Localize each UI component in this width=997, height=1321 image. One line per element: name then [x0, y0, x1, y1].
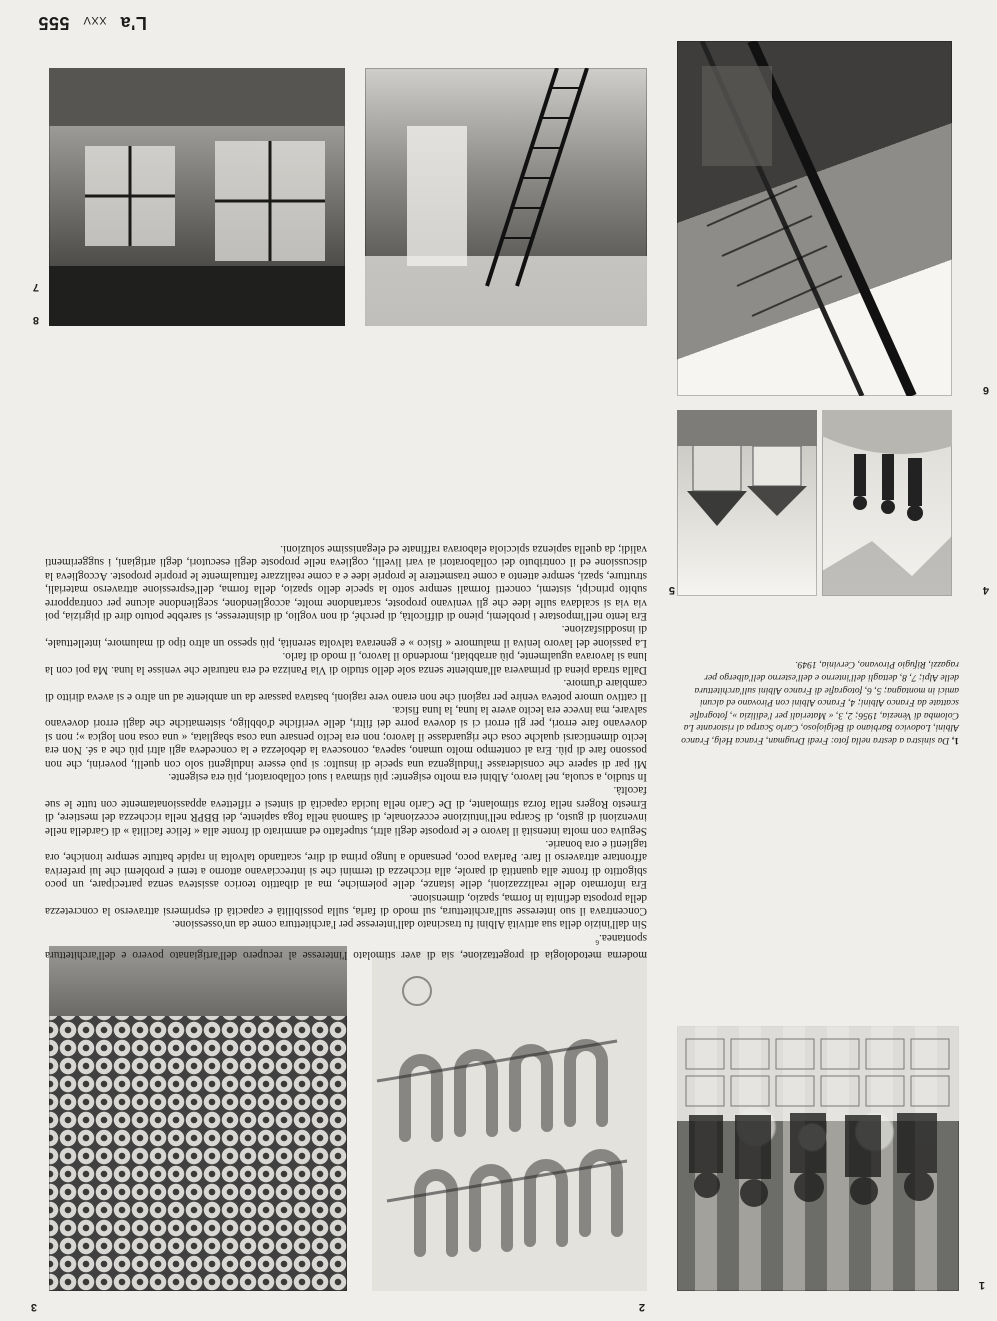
paragraph: Era lento nell'impostare i problemi, pieno di difficoltà, di perché, di non voglio, di disinteresse, si sarebbe potuto dire di pigrizia, poi via via si scaldava sulle idee che gli venivano proposte, scartandone molte, accogliendone, scegliendone alcune per contrapporre subito principi, sistemi, concetti formali sempre sotto la specie dello spazio, della forma, dell'espressione attraverso materiali, strutture, spazi, sempre attento a come trasmettere le proprie idee e a come realizzare fattualmente le proprie proposte. Accoglieva la discussione ed il contributo dei collaboratori ai vari livelli, coglieva nelle proposte degli esecutori, degli artigiani, i suggerimenti validi; da quella sapienza spicciola elaborava raffinate ed eleganissime soluzioni.: [45, 543, 647, 623]
volume-number: XXV: [83, 14, 107, 26]
photo-fig7-interior-ladder: [365, 68, 647, 326]
paragraph: Seguiva con molta intensità il lavoro e le proposte degli altri, stupefatto ed ammirato di fronte alla « felice facilità » di Gardella nelle invenzioni di gusto, di Scarpa nell'intuizione eccezionale, di Samonà nella foga sapiente, dei BBPR nella ricchezza del mestiere, di Ernesto Rogers nella forza stimolante, di De Carlo nella lucida capacità di sintesi e rifletteva appassionatamente con tutte le sue facoltà.: [45, 784, 647, 837]
figure-number-3: 3: [30, 1301, 37, 1313]
footnote-ref: 6: [595, 937, 599, 946]
figure-number-5: 5: [668, 584, 675, 596]
paragraph: moderna metodologia di progettazione, sia di aver stimolato l'interesse al recupero dell'artigianato povero e dell'architettura spontanea.$^6$: [45, 931, 647, 961]
paragraph: Mi par di sapere che considerasse l'indulgenza una specie di insulto: si può essere indulgenti solo con quelli, poverini, che non possono fare di più. Era al contempo molto umano, sapeva, conosceva la debolezza e la concedeva agli altri più che a sé. Non era lecito dimenticarsi qualche cosa che riguardasse il lavoro; non era lecito pensare una cosa sbagliata, « una cosa non logica »; non si dovevano fare errori, per gli errori ci si doveva porre dei filtri, delle verifiche d'obbligo, sistematiche che dagli errori dovevano salvare, ma invece era lecito avere la luna, la luna fisica.: [45, 703, 647, 770]
paragraph: Il cattivo umore poteva venire per ragioni che non erano vere ragioni, bastava passare da un ambiente ad un altro e si aveva diritto di cambiare d'umore.: [45, 677, 647, 703]
photo-fig2-metal-pieces: [372, 951, 647, 1291]
figure-caption: [677, 658, 959, 746]
caption-text: Da sinistra a destra nella foto: Fredi Drugman, Franca Helg, Franco Albini, Lodovico Barbiano di Belgiojoso, Carlo Scarpa al ristorante La Colomba di Venezia, 1956; 2, 3, « Materiali per l'edilizia », fotografie scattate da Franco Albini; 4, Franco Albini con Pirovano ed alcuni amici in montagna; 5, 6, fotografie di Franco Albini sull'architettura delle Alpi; 7, 8, dettagli dell'interno e dell'esterno dell'albergo per ragazzi, Rifugio Pirovano, Cervinia, 1949.: [681, 659, 959, 746]
paragraph: Era informato delle realizzazioni, delle istanze, delle polemiche, ma al dibattito teorico assisteva senza partecipare, un poco sbigottito di fronte alla quantità di parole, alla ricchezza di termini che si intrecciavano attorno a temi e problemi che lui preferiva affrontare attraverso il fare. Parlava poco, pensando a lungo prima di dire, scattando talvolta in rapide battute sempre ironiche, ora taglienti e ora bonarie.: [45, 837, 647, 891]
paragraph: In studio, a scuola, nel lavoro, Albini era molto esigente: più stimava i suoi collaboratori, più era esigente.: [168, 770, 647, 783]
fig2-scene: [372, 951, 647, 1291]
fig1-scene: [677, 1026, 959, 1291]
photo-fig8-interior-timber: [49, 68, 345, 326]
paragraph: Dalla strada piena di primavera all'ambiente senza sole dello studio di Via Panizza ed era naturale che venisse la luna. Ma poi con la luna si lavorava ugualmente, più arrabbiati, mordendo il lavoro, il modo di farlo.: [45, 650, 647, 676]
article-body: [45, 542, 647, 961]
photo-fig6-alpine-architecture: [677, 41, 952, 396]
figure-number-4: 4: [982, 584, 989, 596]
figure-number-1: 1: [978, 1279, 985, 1291]
figure-number-7: 7: [32, 281, 39, 293]
paragraph: Sin dall'inizio della sua attività Albini fu trascinato dall'interesse per l'architettura come da un'ossessione.: [172, 918, 647, 931]
fig5-scene: [677, 410, 817, 596]
photo-fig1-restaurant-group: [677, 1026, 959, 1291]
photo-fig4-mountain-people: [822, 410, 952, 596]
fig8-scene: [49, 68, 345, 326]
fig7-scene: [365, 68, 647, 326]
paragraph: La passione del lavoro leniva il malumore « fisico » e generava talvolta serenità, più spesso un altro tipo di malumore, intellettuale, di insoddisfazione.: [45, 623, 647, 649]
fig4-scene: [822, 410, 952, 596]
paragraph: Concentrava il suo interesse sull'architettura, sul modo di farla, sulla possibilità e capacità di esprimersi attraverso la concretezza della proposta definita in forma, spazio, dimensione.: [45, 891, 647, 918]
fig6-scene: [677, 41, 952, 396]
magazine-title: L'a: [120, 13, 147, 33]
photo-fig5-alpine-village: [677, 410, 817, 596]
figure-number-8: 8: [32, 314, 39, 326]
figure-number-2: 2: [638, 1301, 645, 1313]
figure-number-6: 6: [982, 384, 989, 396]
photo-fig3-pipe-ends: [49, 946, 347, 1291]
running-header: [38, 12, 147, 33]
page-number: 555: [38, 13, 70, 33]
caption-lead: 1,: [951, 735, 959, 746]
